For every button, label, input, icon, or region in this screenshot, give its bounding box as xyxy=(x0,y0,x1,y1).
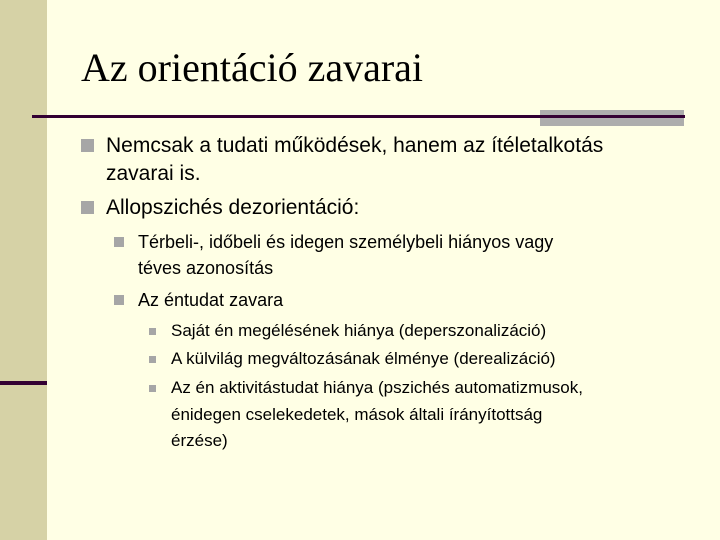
square-bullet-icon xyxy=(114,295,124,305)
title-underline-accent-bottom xyxy=(540,118,684,126)
left-band-marker xyxy=(0,381,47,385)
square-bullet-icon xyxy=(149,328,156,335)
sub-bullet-text-line: téves azonosítás xyxy=(138,258,274,278)
left-decorative-band xyxy=(0,0,47,540)
sub-bullet-text-line: Térbeli-, időbeli és idegen személybeli hiányos vagy xyxy=(138,232,554,252)
bullet-text-line: Allopszichés dezorientáció: xyxy=(106,196,360,219)
slide-title: Az orientáció zavarai xyxy=(81,45,424,90)
sub-sub-bullet-text-line: A külvilág megváltozásának élménye (derealizáció) xyxy=(171,349,556,368)
sub-sub-bullet-text-line: Saját én megélésének hiánya (deperszonalizáció) xyxy=(171,321,547,340)
square-bullet-icon xyxy=(81,201,94,214)
sub-sub-bullet-text-line: énidegen cselekedetek, mások általi írányítottság xyxy=(171,405,543,424)
square-bullet-icon xyxy=(149,356,156,363)
sub-bullet-text-line: Az éntudat zavara xyxy=(138,290,284,310)
sub-sub-bullet-text-line: Az én aktivitástudat hiánya (pszichés automatizmusok, xyxy=(171,378,583,397)
bullet-text-line: Nemcsak a tudati működések, hanem az ítéletalkotás xyxy=(106,134,604,157)
square-bullet-icon xyxy=(81,139,94,152)
square-bullet-icon xyxy=(149,385,156,392)
bullet-text-line: zavarai is. xyxy=(106,162,201,185)
title-underline-accent-top xyxy=(540,110,684,115)
square-bullet-icon xyxy=(114,237,124,247)
sub-sub-bullet-text-line: érzése) xyxy=(171,431,228,450)
